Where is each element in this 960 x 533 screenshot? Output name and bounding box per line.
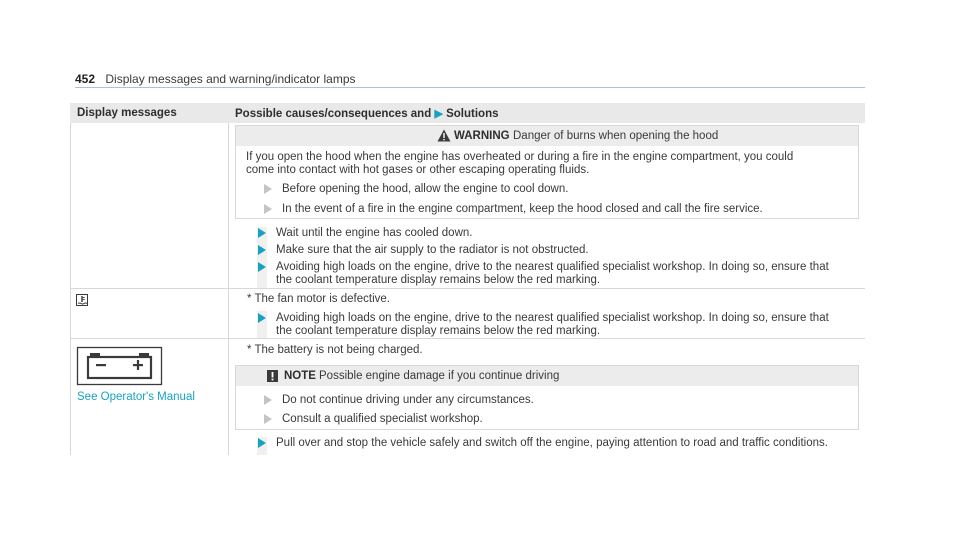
- row2-step-line2: the coolant temperature display remains below the red marking.: [276, 325, 601, 337]
- warning-title: Danger of burns when opening the hood: [513, 130, 719, 142]
- bullet-arrow-icon: [258, 228, 266, 238]
- see-operators-manual-link[interactable]: See Operator's Manual: [77, 391, 195, 403]
- row-divider-2: [70, 338, 865, 339]
- warning-header: [236, 126, 858, 146]
- warning-step-1: Before opening the hood, allow the engine to cool down.: [282, 183, 569, 195]
- arrow-right-icon: ▶: [434, 108, 443, 120]
- col-causes-label: Possible causes/consequences and: [235, 108, 432, 120]
- page-header: [75, 72, 356, 86]
- header-rule: [75, 87, 865, 88]
- bullet-arrow-icon: [264, 184, 272, 194]
- row1-step-2: Make sure that the air supply to the radiator is not obstructed.: [276, 244, 589, 256]
- note-exclamation-icon: [267, 370, 278, 382]
- row3-cause: * The battery is not being charged.: [247, 344, 423, 356]
- bullet-arrow-icon: [258, 245, 266, 255]
- col-solutions-label: Solutions: [446, 108, 499, 120]
- warning-body-line1: If you open the hood when the engine has overheated or during a fire in the engine compartment, you could: [246, 151, 794, 163]
- row1-step-3-line1: Avoiding high loads on the engine, drive to the nearest qualified specialist workshop. In doing so, ensure that: [276, 261, 829, 273]
- bullet-arrow-icon: [258, 313, 266, 323]
- row-divider-1: [70, 288, 865, 289]
- row3-final-step: Pull over and stop the vehicle safely and switch off the engine, paying attention to road and traffic conditions.: [276, 437, 828, 449]
- bullet-arrow-icon: [264, 395, 272, 405]
- warning-step-2: In the event of a fire in the engine compartment, keep the hood closed and call the fire service.: [282, 203, 763, 215]
- note-step-1: Do not continue driving under any circumstances.: [282, 394, 534, 406]
- column-divider: [228, 123, 229, 455]
- bullet-arrow-icon: [264, 204, 272, 214]
- warning-box: [235, 125, 859, 219]
- warning-body-line2: come into contact with hot gases or other escaping operating fluids.: [246, 164, 590, 176]
- warning-label: WARNING: [454, 130, 510, 142]
- page-number: 452: [75, 72, 96, 86]
- col-causes-solutions: [235, 107, 499, 120]
- note-label: NOTE: [284, 370, 316, 382]
- warning-triangle-icon: [437, 129, 451, 142]
- table-header: [70, 103, 865, 123]
- bullet-arrow-icon: [264, 414, 272, 424]
- bullet-arrow-icon: [258, 438, 266, 448]
- table-border-left: [70, 123, 71, 455]
- bullet-arrow-icon: [258, 262, 266, 272]
- row2-step-line1: Avoiding high loads on the engine, drive to the nearest qualified specialist workshop. In doing so, ensure that: [276, 312, 829, 324]
- note-box: [235, 365, 859, 430]
- note-step-2: Consult a qualified specialist workshop.: [282, 413, 483, 425]
- note-header: [236, 366, 858, 386]
- display-messages-table: [70, 103, 865, 455]
- page-title: Display messages and warning/indicator lamps: [105, 72, 356, 86]
- note-title: Possible engine damage if you continue driving: [319, 370, 560, 382]
- row1-step-3-line2: the coolant temperature display remains below the red marking.: [276, 274, 601, 286]
- row1-step-1: Wait until the engine has cooled down.: [276, 227, 473, 239]
- row2-cause: * The fan motor is defective.: [247, 293, 390, 305]
- coolant-temperature-icon: [76, 294, 88, 306]
- battery-icon: [76, 346, 163, 386]
- col-display-messages: Display messages: [77, 107, 177, 119]
